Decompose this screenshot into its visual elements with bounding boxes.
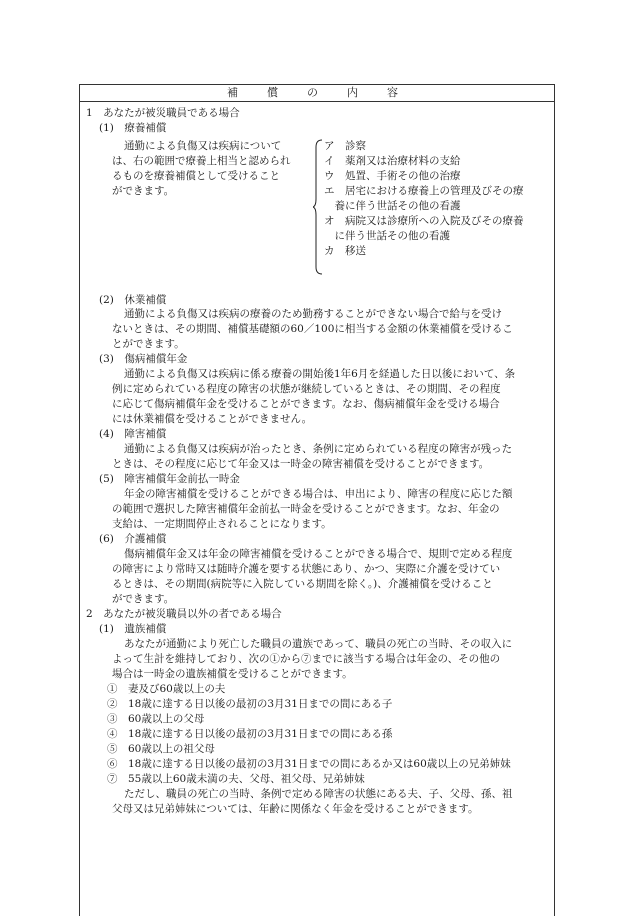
advance-heading: (5) 障害補償年金前払一時金 — [99, 473, 240, 485]
leave-line: ないときは、その期間、補償基礎額の60／100に相当する金額の休業補償を受けるこ — [112, 323, 513, 335]
medical-left-line: るものを療養補償として受けること — [112, 170, 280, 182]
care-line: 傷病補償年金又は年金の障害補償を受けることができる場合で、規則で定める程度 — [124, 548, 513, 560]
survivor-line: よって生計を維持しており、次の①から⑦までに該当する場合は年金の、その他の — [112, 653, 501, 665]
medical-range-item: イ 薬剤又は治療材料の支給 — [324, 155, 461, 167]
survivor-item: ⑥ 18歳に達する日以後の最初の3月31日までの間にあるか又は60歳以上の兄弟姉妹 — [107, 758, 511, 770]
sickness-pension-line: には休業補償を受けることができません。 — [112, 413, 313, 425]
sickness-pension-line: 通勤による負傷又は疾病に係る療養の開始後1年6月を経過した日以後において、条 — [124, 368, 516, 380]
sickness-pension-line: に応じて傷病補償年金を受けることができます。なお、傷病補償年金を受ける場合 — [112, 398, 500, 410]
medical-range-item: ウ 処置、手術その他の治療 — [324, 170, 461, 182]
leave-heading: (2) 休業補償 — [99, 294, 167, 306]
survivor-line: 場合は一時金の遺族補償を受けることができます。 — [112, 668, 353, 680]
survivor-item: ⑤ 60歳以上の祖父母 — [107, 743, 215, 755]
medical-range-item: 養に伴う世話その他の看護 — [324, 200, 461, 212]
leave-line: 通勤による負傷又は疾病の療養のため勤務することができない場合で給与を受け — [124, 308, 502, 320]
care-line: の障害により常時又は随時介護を要する状態にあり、かつ、実際に介護を受けてい — [112, 563, 501, 575]
advance-line: 年金の障害補償を受けることができる場合は、申出により、障害の程度に応じた額 — [124, 488, 513, 500]
document-frame — [79, 84, 555, 916]
left-brace-icon — [313, 139, 323, 275]
survivor-item: ③ 60歳以上の父母 — [107, 713, 205, 725]
section-2-heading: 2 あなたが被災職員以外の者である場合 — [86, 608, 282, 620]
survivor-item: ⑦ 55歳以上60歳未満の夫、父母、祖父母、兄弟姉妹 — [107, 773, 365, 785]
disability-line: ときは、その程度に応じて年金又は一時金の障害補償を受けることができます。 — [112, 458, 490, 470]
sickness-pension-line: 例に定められている程度の障害の状態が継続しているときは、その期間、その程度 — [112, 383, 501, 395]
care-line: ができます。 — [112, 593, 175, 605]
page-title: 補 償 の 内 容 — [227, 86, 407, 99]
survivor-heading: (1) 遺族補償 — [99, 623, 167, 635]
survivor-line: あなたが通勤により死亡した職員の遺族であって、職員の死亡の当時、その収入に — [124, 638, 513, 650]
care-heading: (6) 介護補償 — [99, 533, 167, 545]
title-row — [80, 85, 554, 102]
advance-line: の範囲で選択した障害補償年金前払一時金を受けることができます。なお、年金の — [112, 503, 500, 515]
disability-line: 通勤による負傷又は疾病が治ったとき、条例に定められている程度の障害が残った — [124, 443, 513, 455]
medical-left-line: は、右の範囲で療養上相当と認められ — [112, 155, 291, 167]
leave-line: とができます。 — [112, 338, 185, 350]
survivor-item: ① 妻及び60歳以上の夫 — [107, 683, 226, 695]
medical-range-item: カ 移送 — [324, 245, 366, 257]
disability-heading: (4) 障害補償 — [99, 428, 167, 440]
medical-heading: (1) 療養補償 — [99, 122, 167, 134]
survivor-note-line: ただし、職員の死亡の当時、条例で定める障害の状態にある夫、子、父母、孫、祖 — [124, 788, 513, 800]
survivor-item: ② 18歳に達する日以後の最初の3月31日までの間にある子 — [107, 698, 393, 710]
medical-range-item: エ 居宅における療養上の管理及びその療 — [324, 185, 524, 197]
medical-range-item: に伴う世話その他の看護 — [324, 230, 450, 242]
sickness-pension-heading: (3) 傷病補償年金 — [99, 353, 188, 365]
medical-range-item: オ 病院又は診療所への入院及びその療養 — [324, 215, 524, 227]
medical-range-item: ア 診察 — [324, 140, 366, 152]
section-1-heading: 1 あなたが被災職員である場合 — [86, 107, 240, 119]
survivor-note-line: 父母又は兄弟姉妹については、年齢に関係なく年金を受けることができます。 — [112, 803, 479, 815]
advance-line: 支給は、一定期間停止されることになります。 — [112, 518, 332, 530]
survivor-item: ④ 18歳に達する日以後の最初の3月31日までの間にある孫 — [107, 728, 393, 740]
care-line: るときは、その期間(病院等に入院している期間を除く。)、介護補償を受けること — [112, 578, 493, 590]
medical-left-line: ができます。 — [112, 185, 175, 197]
medical-left-line: 通勤による負傷又は疾病について — [124, 140, 282, 152]
